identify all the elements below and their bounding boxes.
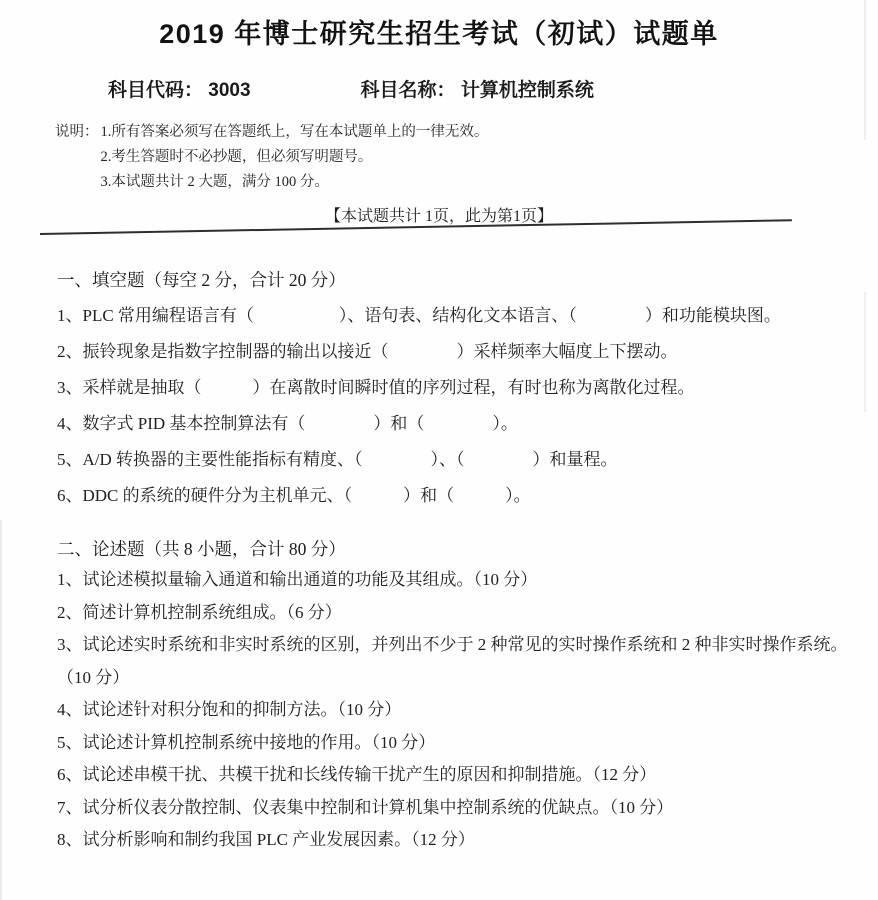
section-fill-in-blanks <box>57 267 852 514</box>
question: 5、A/D 转换器的主要性能指标有精度、（ ）、（ ）和量程。 <box>57 450 618 469</box>
question: 2、振铃现象是指数字控制器的输出以接近（ ）采样频率大幅度上下摆动。 <box>57 342 678 361</box>
scan-artifact-line <box>864 292 866 412</box>
page-title: 2019 年博士研究生招生考试（初试）试题单 <box>159 19 719 49</box>
scan-artifact-line <box>864 0 866 140</box>
question: 2、简述计算机控制系统组成。（6 分） <box>57 602 342 622</box>
question: 4、数字式 PID 基本控制算法有（ ）和（ ）。 <box>57 414 518 433</box>
instructions-block <box>0 120 878 195</box>
question: 7、试分析仪表分散控制、仪表集中控制和计算机集中控制系统的优缺点。（10 分） <box>57 797 674 817</box>
section-heading: 二、论述题（共 8 小题，合计 80 分） <box>57 539 346 559</box>
instructions-label: 说明： <box>55 124 99 140</box>
question-list <box>57 564 852 857</box>
question: 6、DDC 的系统的硬件分为主机单元、（ ）和（ ）。 <box>57 486 531 505</box>
subject-name: 科目名称： 计算机控制系统 <box>360 80 594 101</box>
question: 1、试论述模拟量输入通道和输出通道的功能及其组成。（10 分） <box>57 570 538 589</box>
instructions-items <box>101 120 489 195</box>
instruction-line: 2.考生答题时不必抄题，但必须写明题号。 <box>100 149 373 165</box>
section-essay <box>57 536 852 857</box>
subject-row <box>0 75 878 102</box>
question: 1、PLC 常用编程语言有（ ）、语句表、结构化文本语言、（ ）和功能模块图。 <box>57 306 781 325</box>
question: 3、采样就是抽取（ ）在离散时间瞬时值的序列过程，有时也称为离散化过程。 <box>57 378 695 397</box>
question-list <box>57 298 852 514</box>
subject-code: 科目代码： 3003 <box>108 80 251 101</box>
section-heading: 一、填空题（每空 2 分，合计 20 分） <box>57 270 346 290</box>
question: 6、试论述串模干扰、共模干扰和长线传输干扰产生的原因和抑制措施。（12 分） <box>57 765 657 784</box>
instruction-line: 1.所有答案必须写在答题纸上，写在本试题单上的一律无效。 <box>100 124 489 140</box>
question: 5、试论述计算机控制系统中接地的作用。（10 分） <box>57 732 436 752</box>
question: 8、试分析影响和制约我国 PLC 产业发展因素。（12 分） <box>57 830 475 849</box>
page-count-note: 【本试题共计 1页，此为第1页】 <box>324 208 553 225</box>
question: 3、试论述实时系统和非实时系统的区别，并列出不少于 2 种常见的实时操作系统和 2 种非实时操作系统。（10 分） <box>57 635 848 687</box>
instruction-line: 3.本试题共计 2 大题，满分 100 分。 <box>100 174 329 190</box>
scan-artifact-line <box>0 520 2 900</box>
question: 4、试论述针对积分饱和的抑制方法。（10 分） <box>57 700 402 719</box>
